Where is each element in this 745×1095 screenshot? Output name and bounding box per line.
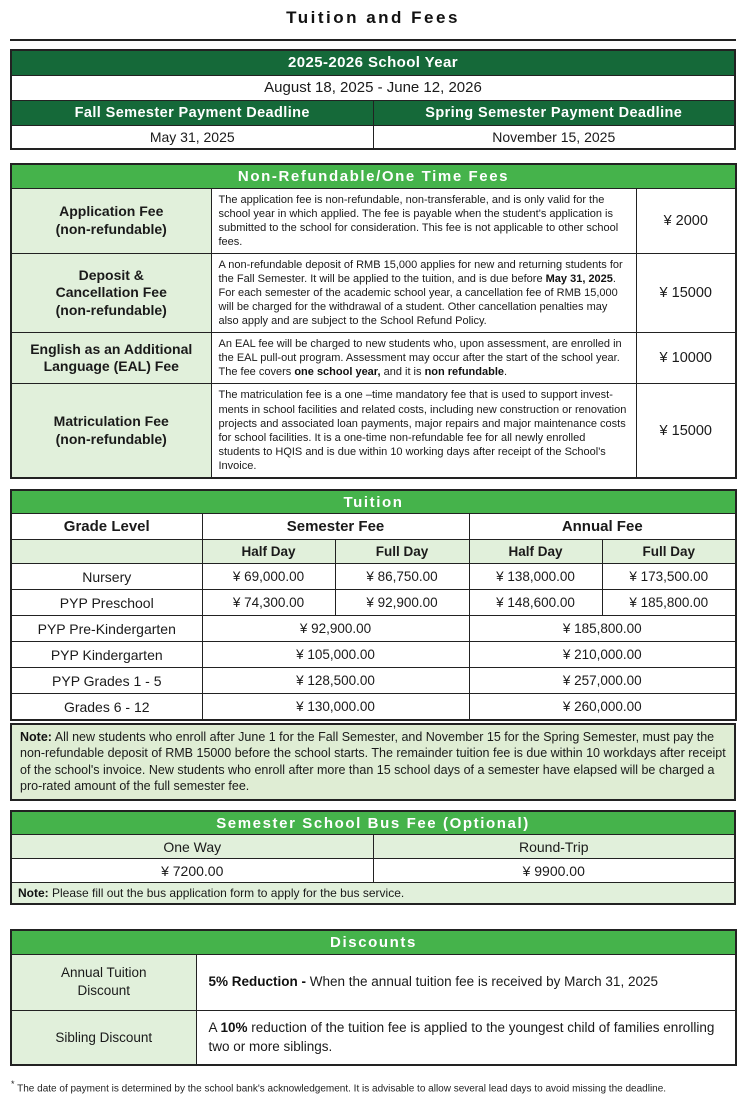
column-header-half-day-semester: Half Day: [202, 540, 335, 564]
column-header-semester-fee: Semester Fee: [202, 514, 469, 540]
school-year-table: [10, 49, 736, 150]
tuition-header: Tuition: [11, 490, 736, 514]
semester-fee: ¥ 92,900.00: [202, 616, 469, 642]
school-year-header: 2025-2026 School Year: [11, 50, 735, 75]
grade-level: PYP Kindergarten: [11, 642, 202, 668]
column-header-grade-level: Grade Level: [11, 514, 202, 540]
semester-half-day-fee: ¥ 74,300.00: [202, 590, 335, 616]
table-row: [11, 333, 736, 384]
discounts-table: [10, 929, 737, 1066]
payment-date-footnote: [10, 1079, 736, 1094]
discount-name-sibling: Sibling Discount: [11, 1010, 196, 1065]
annual-fee: ¥ 210,000.00: [469, 642, 736, 668]
school-year-dates: August 18, 2025 - June 12, 2026: [11, 75, 735, 100]
footnote-text: The date of payment is determined by the school bank's acknowledgement. It is advisable to allow several lead days to avoid missing the deadline.: [17, 1083, 667, 1095]
semester-fee: ¥ 128,500.00: [202, 668, 469, 694]
semester-half-day-fee: ¥ 69,000.00: [202, 564, 335, 590]
discount-description: A 10% reduction of the tuition fee is applied to the youngest child of families enrolling two or more siblings.: [196, 1010, 736, 1065]
annual-full-day-fee: ¥ 185,800.00: [602, 590, 736, 616]
discount-name-annual: Annual Tuition Discount: [11, 954, 196, 1010]
discounts-header: Discounts: [11, 930, 736, 954]
one-way-label: One Way: [11, 835, 373, 859]
bus-fee-header: Semester School Bus Fee (Optional): [11, 811, 735, 835]
fee-description: A non-refundable deposit of RMB 15,000 applies for new and returning students for the Fall Semester. It will be applied to the tuition, and is due before May 31, 2025. For each semester of the academic school year, a cancellation fee of RMB 15,000 will be charged for the withdrawal of a student. Other cancellation penalties may also apply and are subject to the School Refund Policy.: [211, 253, 636, 332]
table-row: [11, 253, 736, 332]
table-row: [11, 668, 736, 694]
column-header-full-day-annual: Full Day: [602, 540, 736, 564]
round-trip-price: ¥ 9900.00: [373, 859, 735, 883]
semester-full-day-fee: ¥ 92,900.00: [335, 590, 469, 616]
one-way-price: ¥ 7200.00: [11, 859, 373, 883]
tuition-table: [10, 489, 737, 721]
footnote-asterisk: *: [11, 1079, 15, 1090]
fee-amount: ¥ 2000: [636, 188, 736, 253]
discount-description: 5% Reduction - When the annual tuition fee is received by March 31, 2025: [196, 954, 736, 1010]
one-time-fees-header: Non-Refundable/One Time Fees: [11, 164, 736, 188]
table-row: [11, 590, 736, 616]
bus-fee-note: Note: Please fill out the bus application form to apply for the bus service.: [11, 883, 735, 905]
semester-fee: ¥ 130,000.00: [202, 694, 469, 720]
fee-description: The matriculation fee is a one –time mandatory fee that is used to support invest-ments in school facilities and related costs, including new construction or renovation projects and associated loan payments, major repairs and major maintenance costs for school facilities. It is a one-time non-refundable fee for all newly enrolled students to HQIS and is due within 10 working days after receipt of the School's Invoice.: [211, 384, 636, 478]
fall-deadline-date: May 31, 2025: [11, 125, 373, 149]
fee-name-deposit: Deposit & Cancellation Fee (non-refundable): [11, 253, 211, 332]
spring-deadline-header: Spring Semester Payment Deadline: [373, 100, 735, 125]
column-header-annual-fee: Annual Fee: [469, 514, 736, 540]
grade-level: PYP Preschool: [11, 590, 202, 616]
fee-amount: ¥ 15000: [636, 384, 736, 478]
fee-name-eal: English as an Additional Language (EAL) Fee: [11, 333, 211, 384]
column-header-half-day-annual: Half Day: [469, 540, 602, 564]
table-row: [11, 694, 736, 720]
table-row: [11, 954, 736, 1010]
round-trip-label: Round-Trip: [373, 835, 735, 859]
annual-fee: ¥ 185,800.00: [469, 616, 736, 642]
empty-cell: [11, 540, 202, 564]
fee-description: An EAL fee will be charged to new students who, upon assessment, are enrolled in the EAL pull-out program. Assessment may occur after the start of the school year. The fee covers one school year, and it is non refundable.: [211, 333, 636, 384]
table-row: [11, 384, 736, 478]
fee-amount: ¥ 15000: [636, 253, 736, 332]
fall-deadline-header: Fall Semester Payment Deadline: [11, 100, 373, 125]
one-time-fees-table: [10, 163, 737, 479]
title-divider: [10, 39, 736, 41]
table-row: [11, 642, 736, 668]
table-row: [11, 188, 736, 253]
fee-description: The application fee is non-refundable, non-transferable, and is only valid for the school year in which applied. The fee is payable when the student's application is submitted to the school for consideration. This fee is not applicable to other school fees.: [211, 188, 636, 253]
grade-level: Grades 6 - 12: [11, 694, 202, 720]
bus-fee-table: [10, 810, 736, 906]
semester-fee: ¥ 105,000.00: [202, 642, 469, 668]
table-row: [11, 616, 736, 642]
grade-level: PYP Pre-Kindergarten: [11, 616, 202, 642]
column-header-full-day-semester: Full Day: [335, 540, 469, 564]
grade-level: Nursery: [11, 564, 202, 590]
fee-name-application: Application Fee (non-refundable): [11, 188, 211, 253]
fee-name-matriculation: Matriculation Fee (non-refundable): [11, 384, 211, 478]
table-row: [11, 1010, 736, 1065]
annual-fee: ¥ 257,000.00: [469, 668, 736, 694]
page-title: Tuition and Fees: [286, 8, 460, 27]
tuition-note: Note: All new students who enroll after June 1 for the Fall Semester, and November 15 for the Spring Semester, must pay the non-refundable deposit of RMB 15000 before the school starts. The remainder tuition fee is due within 10 workdays after receipt of the school's invoice. New students who enroll after more than 15 school days of a semester have elapsed will be charged a pro-rated amount of the full semester fee.: [10, 723, 736, 801]
annual-half-day-fee: ¥ 148,600.00: [469, 590, 602, 616]
annual-half-day-fee: ¥ 138,000.00: [469, 564, 602, 590]
annual-full-day-fee: ¥ 173,500.00: [602, 564, 736, 590]
table-row: [11, 564, 736, 590]
fee-amount: ¥ 10000: [636, 333, 736, 384]
grade-level: PYP Grades 1 - 5: [11, 668, 202, 694]
spring-deadline-date: November 15, 2025: [373, 125, 735, 149]
annual-fee: ¥ 260,000.00: [469, 694, 736, 720]
semester-full-day-fee: ¥ 86,750.00: [335, 564, 469, 590]
